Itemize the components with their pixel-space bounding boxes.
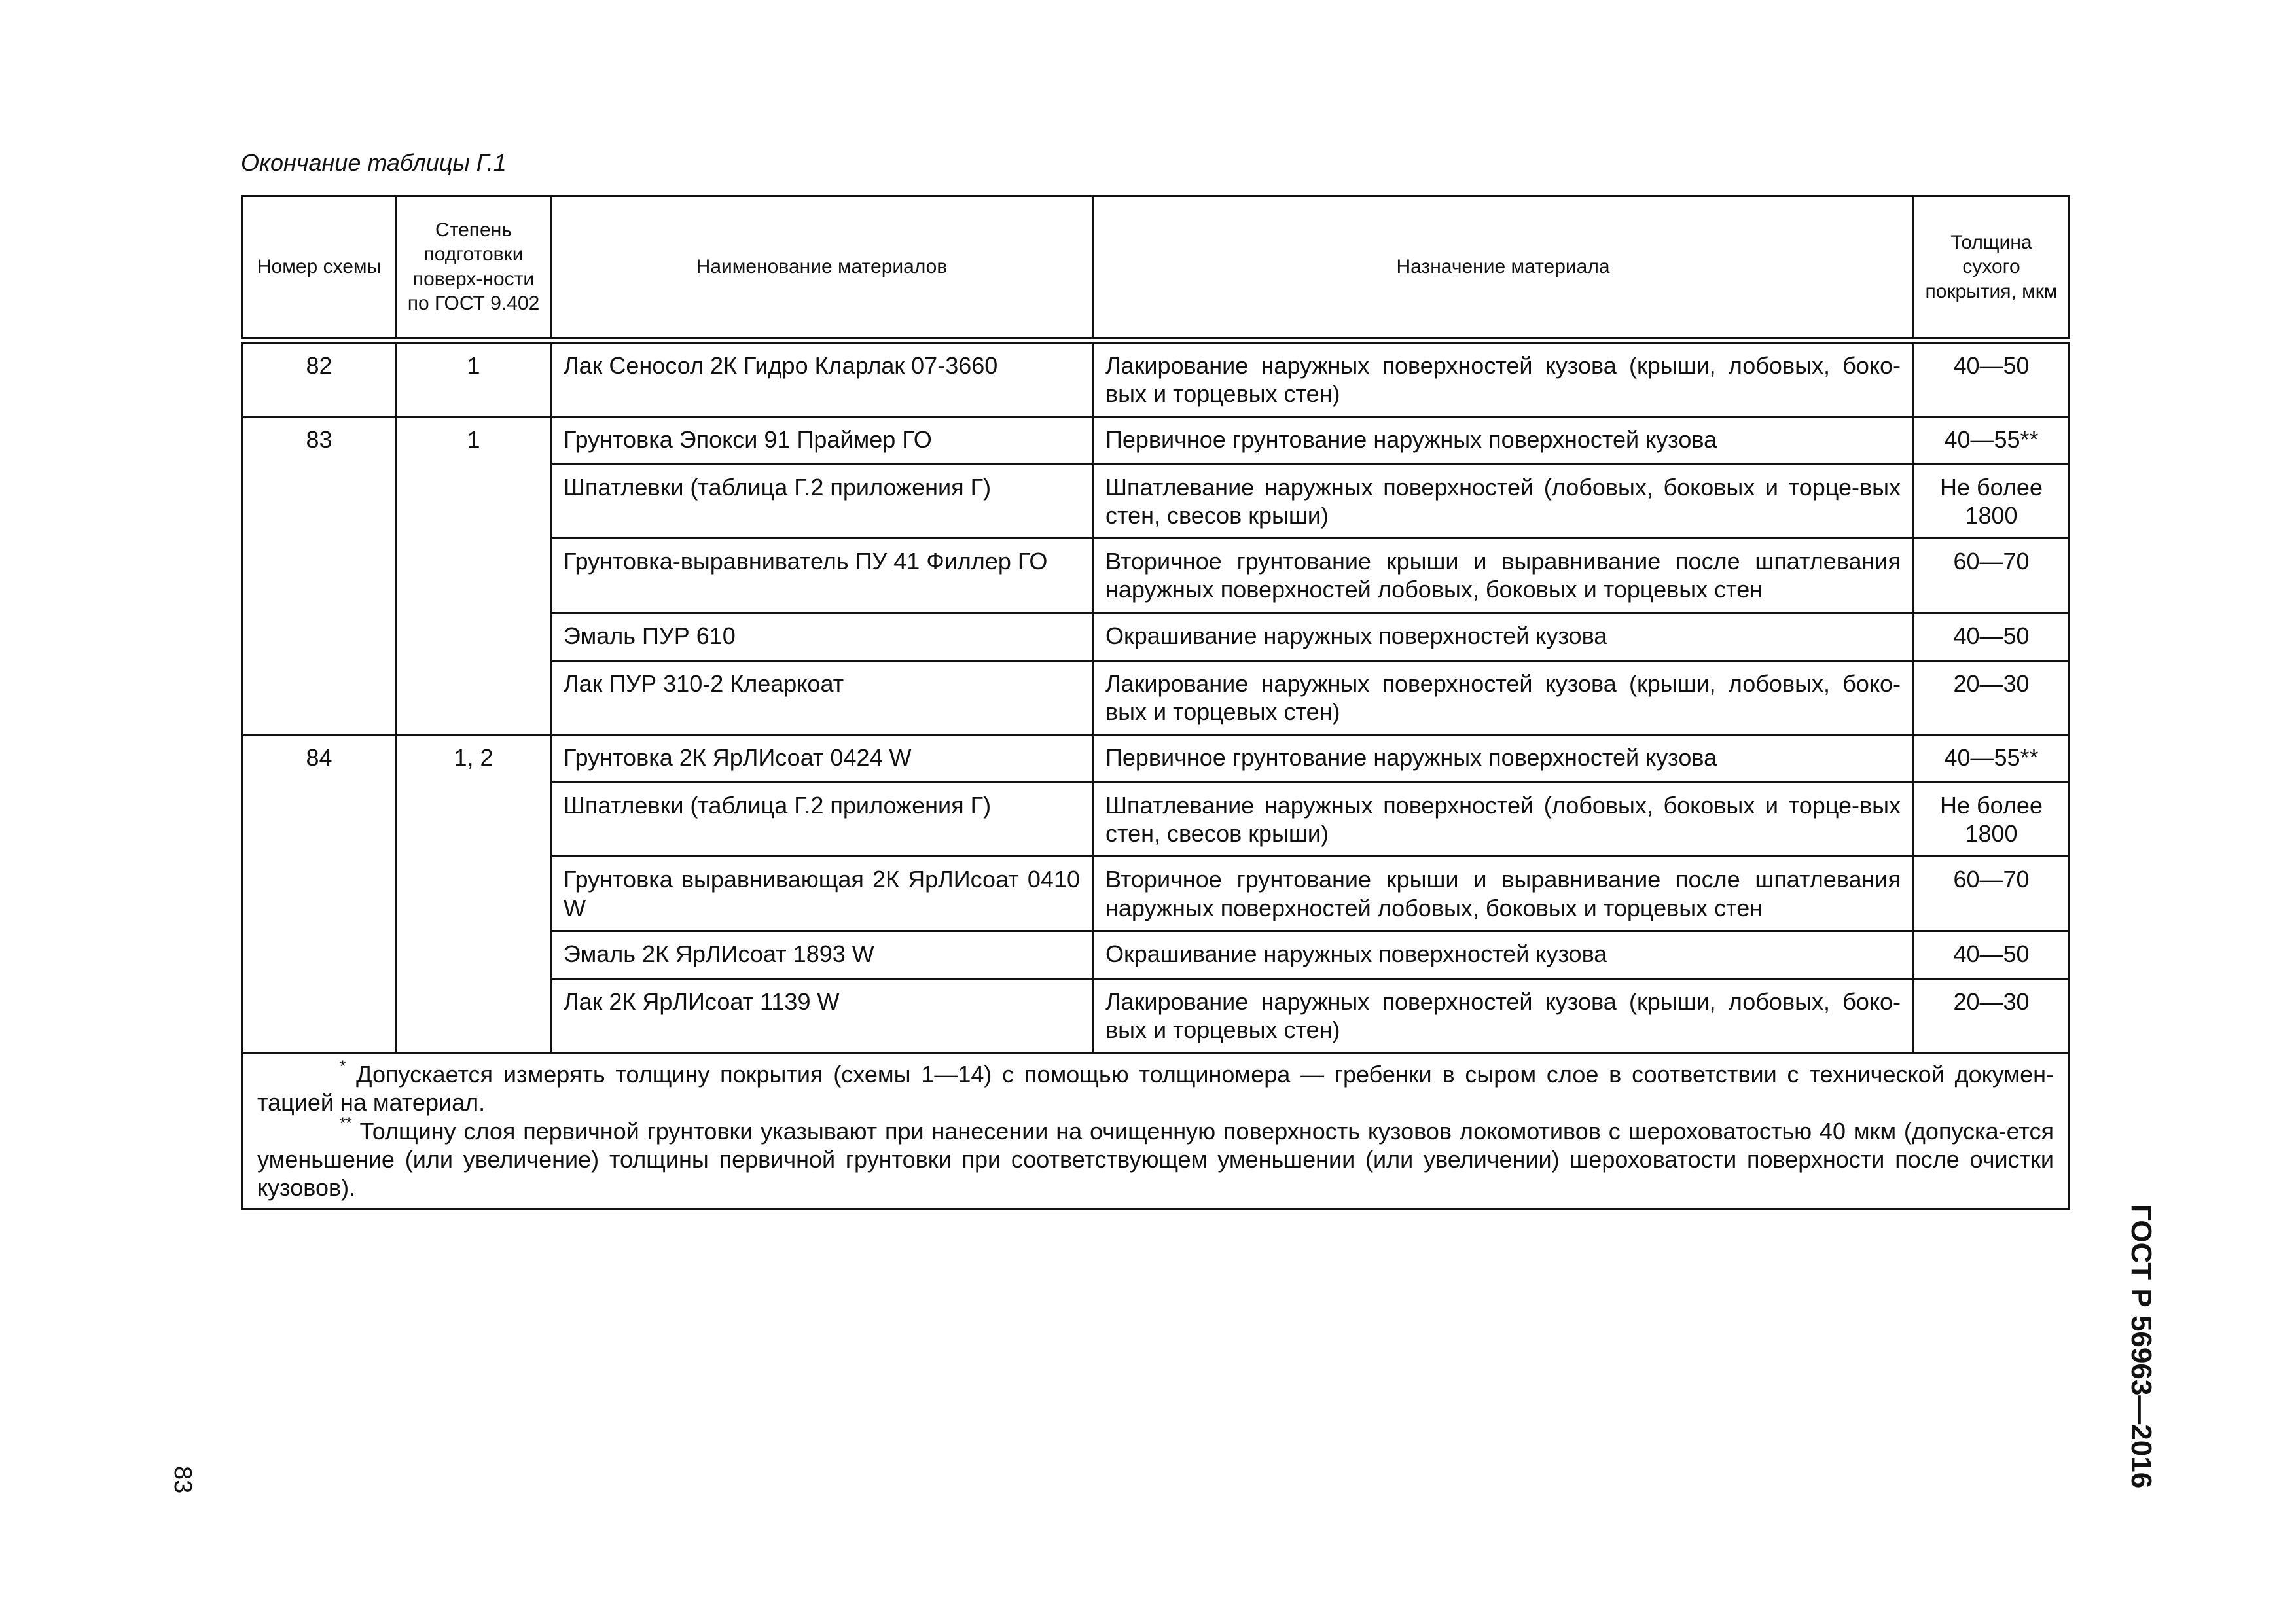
degree-cell: 1 xyxy=(397,416,551,734)
purpose-cell: Вторичное грунтование крыши и выравнивание после шпатлевания наружных поверхностей лобовых, боковых и торцевых стен xyxy=(1093,857,1914,931)
purpose-cell: Лакирование наружных поверхностей кузова (крыши, лобовых, боко-вых и торцевых стен) xyxy=(1093,978,1914,1052)
thickness-cell: 60—70 xyxy=(1914,857,2070,931)
material-name-cell: Грунтовка выравнивающая 2К ЯрЛИсоат 0410 W xyxy=(551,857,1093,931)
purpose-cell: Окрашивание наружных поверхностей кузова xyxy=(1093,931,1914,978)
page-number: 83 xyxy=(169,1466,196,1494)
purpose-cell: Шпатлевание наружных поверхностей (лобовых, боковых и торце-вых стен, свесов крыши) xyxy=(1093,783,1914,857)
footnote-1-text: Допускается измерять толщину покрытия (схемы 1—14) с помощью толщиномера — гребенки в сыром слое в соответствии с технической докумен-тацией на материал. xyxy=(257,1061,2054,1116)
scheme-cell: 82 xyxy=(242,340,397,417)
scheme-cell: 83 xyxy=(242,416,397,734)
purpose-cell: Окрашивание наружных поверхностей кузова xyxy=(1093,613,1914,660)
purpose-cell: Шпатлевание наружных поверхностей (лобовых, боковых и торце-вых стен, свесов крыши) xyxy=(1093,464,1914,538)
purpose-cell: Лакирование наружных поверхностей кузова (крыши, лобовых, боко-вых и торцевых стен) xyxy=(1093,660,1914,734)
footnote-2-mark: ** xyxy=(340,1114,352,1132)
header-scheme: Номер схемы xyxy=(242,196,397,340)
thickness-cell: 20—30 xyxy=(1914,660,2070,734)
notes-cell xyxy=(242,1053,2070,1209)
header-row xyxy=(242,196,2070,340)
footnote-1-mark: * xyxy=(340,1058,346,1076)
thickness-cell: 40—50 xyxy=(1914,613,2070,660)
purpose-cell: Лакирование наружных поверхностей кузова (крыши, лобовых, боко-вых и торцевых стен) xyxy=(1093,340,1914,417)
header-name: Наименование материалов xyxy=(551,196,1093,340)
thickness-cell: 60—70 xyxy=(1914,539,2070,613)
notes-row xyxy=(242,1053,2070,1209)
degree-cell: 1 xyxy=(397,340,551,417)
thickness-cell: 40—55** xyxy=(1914,416,2070,464)
materials-table xyxy=(241,195,2070,1210)
table-row xyxy=(242,735,2070,783)
footnote-2-text: Толщину слоя первичной грунтовки указывают при нанесении на очищенную поверхность кузовов локомотивов с шероховатостью 40 мкм (допуска-ется уменьшение (или увеличение) толщины первичной грунтовки при соответствующем уменьшении (или увеличении) шероховатости поверхности после очистки кузовов). xyxy=(257,1117,2054,1201)
material-name-cell: Шпатлевки (таблица Г.2 приложения Г) xyxy=(551,464,1093,538)
purpose-cell: Первичное грунтование наружных поверхностей кузова xyxy=(1093,416,1914,464)
material-name-cell: Грунтовка 2К ЯрЛИсоат 0424 W xyxy=(551,735,1093,783)
table-row xyxy=(242,340,2070,417)
scheme-cell: 84 xyxy=(242,735,397,1053)
table-caption: Окончание таблицы Г.1 xyxy=(241,149,507,176)
material-name-cell: Лак ПУР 310-2 Клеаркоат xyxy=(551,660,1093,734)
material-name-cell: Грунтовка Эпокси 91 Праймер ГО xyxy=(551,416,1093,464)
material-name-cell: Эмаль ПУР 610 xyxy=(551,613,1093,660)
thickness-cell: Не более 1800 xyxy=(1914,464,2070,538)
material-name-cell: Лак Сеносол 2К Гидро Кларлак 07-3660 xyxy=(551,340,1093,417)
material-name-cell: Шпатлевки (таблица Г.2 приложения Г) xyxy=(551,783,1093,857)
header-purpose: Назначение материала xyxy=(1093,196,1914,340)
purpose-cell: Вторичное грунтование крыши и выравнивание после шпатлевания наружных поверхностей лобовых, боковых и торцевых стен xyxy=(1093,539,1914,613)
degree-cell: 1, 2 xyxy=(397,735,551,1053)
materials-table-wrapper xyxy=(241,195,2068,1210)
footnote-1 xyxy=(257,1060,2054,1116)
material-name-cell: Эмаль 2К ЯрЛИсоат 1893 W xyxy=(551,931,1093,978)
thickness-cell: Не более 1800 xyxy=(1914,783,2070,857)
header-degree: Степень подготовки поверх-ности по ГОСТ 9.402 xyxy=(397,196,551,340)
header-thickness: Толщина сухого покрытия, мкм xyxy=(1914,196,2070,340)
material-name-cell: Грунтовка-выравниватель ПУ 41 Филлер ГО xyxy=(551,539,1093,613)
purpose-cell: Первичное грунтование наружных поверхностей кузова xyxy=(1093,735,1914,783)
table-row xyxy=(242,416,2070,464)
document-code: ГОСТ Р 56963—2016 xyxy=(2125,1204,2157,1489)
footnote-2 xyxy=(257,1114,2054,1202)
thickness-cell: 40—50 xyxy=(1914,931,2070,978)
thickness-cell: 40—50 xyxy=(1914,340,2070,417)
material-name-cell: Лак 2К ЯрЛИсоат 1139 W xyxy=(551,978,1093,1052)
thickness-cell: 40—55** xyxy=(1914,735,2070,783)
thickness-cell: 20—30 xyxy=(1914,978,2070,1052)
